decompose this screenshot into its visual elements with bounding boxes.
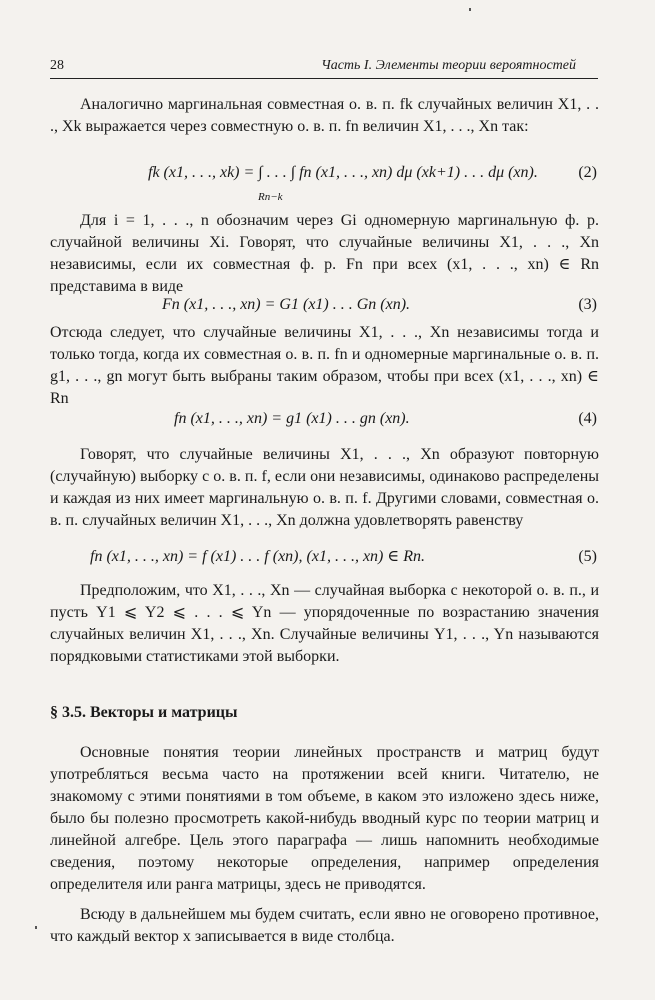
running-header [50,56,598,79]
paragraph-vectors-intro [50,742,599,896]
equation-number: (2) [578,164,597,181]
scan-speck [469,8,471,11]
scan-speck [35,926,37,929]
paragraph-text: Для i = 1, . . ., n обозначим через Gi одномерную маргинальную ф. р. случайной величины Xi. Говорят, что случайные величины X1, . . ., Xn независимы, если их совместная ф. р. Fn при всех (x1, . . ., xn) ∈ Rn представима в виде [50,212,599,295]
paragraph-text: Всюду в дальнейшем мы будем считать, если явно не оговорено противное, что каждый вектор x записывается в виде столбца. [50,906,599,945]
paragraph-column-vectors [50,904,599,948]
paragraph-independence [50,210,599,298]
section-heading: § 3.5. Векторы и матрицы [50,704,238,721]
page-number: 28 [50,58,64,73]
paragraph-text: Говорят, что случайные величины X1, . . ., Xn образуют повторную (случайную) выборку с о. в. п. f, если они независимы, одинаково распределены и каждая из них имеет маргинальную о. в. п. f. Другими словами, совместная о. в. п. случайных величин X1, . . ., Xn должна удовлетворять равенству [50,446,599,529]
equation-2 [50,162,599,212]
equation-4 [50,408,599,430]
equation-5 [50,546,599,568]
paragraph-consequence [50,322,599,410]
equation-number: (4) [578,410,597,427]
paragraph-marginal-density [50,94,599,138]
equation-formula: Fn (x1, . . ., xn) = G1 (x1) . . . Gn (xn). [162,296,411,313]
paragraph-text: Отсюда следует, что случайные величины X1, . . ., Xn независимы тогда и только тогда, когда их совместная о. в. п. fn и одномерные маргинальные о. в. п. g1, . . ., gn могут быть выбраны таким образом, чтобы при всех (x1, . . ., xn) ∈ Rn [50,324,599,407]
equation-formula: fn (x1, . . ., xn) = g1 (x1) . . . gn (xn). [174,410,410,427]
integral-domain: Rn−k [258,191,283,203]
paragraph-order-statistics [50,580,599,668]
paragraph-random-sample [50,444,599,532]
paragraph-text: Предположим, что X1, . . ., Xn — случайная выборка с некоторой о. в. п., и пусть Y1 ⩽ Y2 ⩽ . . . ⩽ Yn — упорядоченные по возрастанию значения случайных величин X1, . . ., Xn. Случайные величины Y1, . . ., Yn называются порядковыми статистиками этой выборки. [50,582,599,665]
paragraph-text: Основные понятия теории линейных пространств и матриц будут употребляться весьма часто на протяжении всей книги. Читателю, не знакомому с этими понятиями в том объеме, в каком это изложено здесь ниже, было бы полезно просмотреть какой-нибудь вводный курс по теории матриц и линейной алгебре. Цель этого параграфа — лишь напомнить необходимые сведения, поэтому некоторые определения, например определения определителя или ранга матрицы, здесь не приводятся. [50,744,599,893]
equation-formula: fn (x1, . . ., xn) = f (x1) . . . f (xn), (x1, . . ., xn) ∈ Rn. [90,548,425,565]
running-title: Часть I. Элементы теории вероятностей [321,58,576,73]
equation-3 [50,294,599,316]
equation-number: (3) [578,296,597,313]
paragraph-text: Аналогично маргинальная совместная о. в. п. fk случайных величин X1, . . ., Xk выражается через совместную о. в. п. fn величин X1, . . ., Xn так: [50,96,599,135]
equation-number: (5) [578,548,597,565]
equation-formula: fk (x1, . . ., xk) = ∫ . . . ∫ fn (x1, . . ., xn) dμ (xk+1) . . . dμ (xn). [148,164,538,181]
